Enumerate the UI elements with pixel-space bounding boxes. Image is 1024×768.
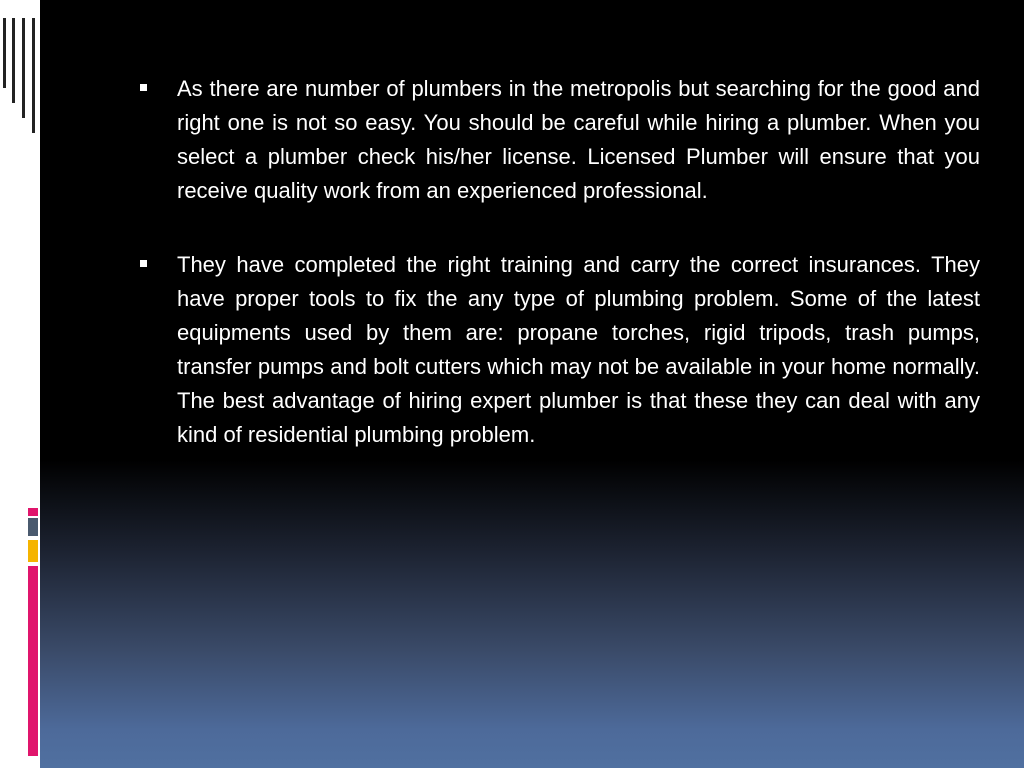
accent-yellow	[28, 540, 38, 562]
bullet-text: As there are number of plumbers in the metropolis but searching for the good and right one is not so easy. You should be careful while hiring a plumber. When you select a plumber check his/her license. Licensed Plumber will ensure that you receive quality work from an experienced professional.	[177, 76, 980, 203]
accent-slate	[28, 518, 38, 536]
decorative-bar	[12, 18, 15, 103]
decorative-bar	[22, 18, 25, 118]
bullet-text: They have completed the right training and carry the correct insurances. They have proper tools to fix the any type of plumbing problem. Some of the latest equipments used by them are: propane torches, rigid tripods, trash pumps, transfer pumps and bolt cutters which may not be available in your home normally. The best advantage of hiring expert plumber is that these they can deal with any kind of residential plumbing problem.	[177, 252, 980, 447]
square-bullet-icon	[140, 260, 147, 267]
bullet-item	[140, 72, 980, 208]
accent-pink-small	[28, 508, 38, 516]
decorative-bar	[32, 18, 35, 133]
decorative-bar	[3, 18, 6, 88]
slide-content	[140, 72, 980, 492]
decorative-bars-icon	[0, 0, 40, 125]
bullet-item	[140, 248, 980, 452]
accent-pink-long	[28, 566, 38, 756]
square-bullet-icon	[140, 84, 147, 91]
